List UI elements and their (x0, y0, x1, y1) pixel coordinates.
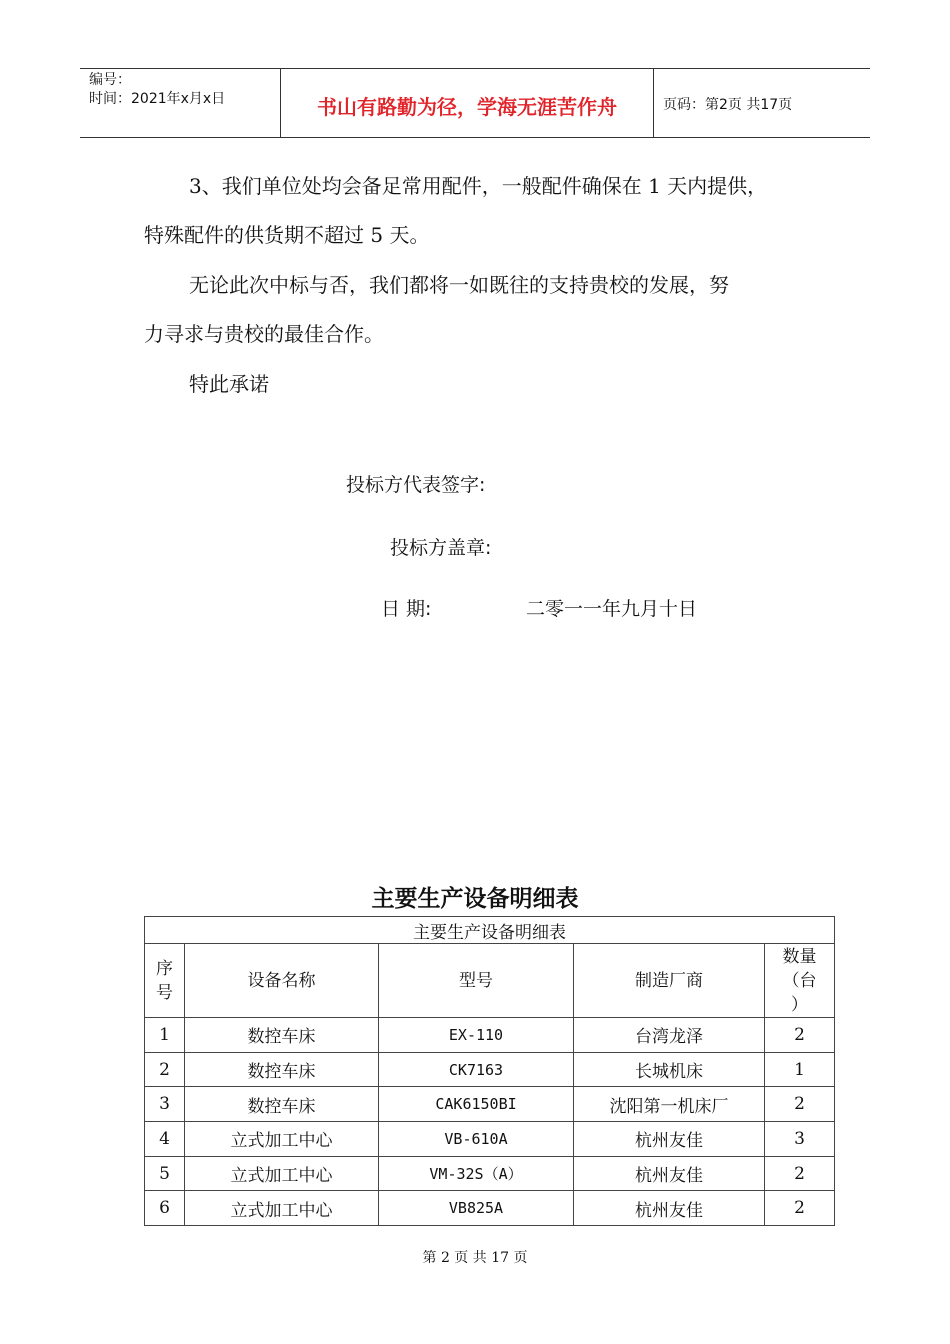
table-cell: 长城机床 (574, 1052, 765, 1087)
header-meta (80, 69, 281, 137)
header-motto: 书山有路勤为径，学海无涯苦作舟 (281, 69, 654, 137)
table-cell: 3 (145, 1087, 185, 1122)
column-header: 制造厂商 (574, 944, 765, 1018)
table-cell: 立式加工中心 (185, 1191, 379, 1226)
column-header: 数量 （台 ） (765, 944, 835, 1018)
equipment-title: 主要生产设备明细表 (371, 886, 579, 912)
table-caption: 主要生产设备明细表 (145, 917, 835, 944)
table-cell: 2 (765, 1018, 835, 1053)
table-cell: EX-110 (379, 1018, 574, 1053)
table-cell: 立式加工中心 (185, 1122, 379, 1157)
table-cell: 6 (145, 1191, 185, 1226)
table-row (145, 1087, 835, 1122)
table-cell: 数控车床 (185, 1087, 379, 1122)
table-caption-row (145, 917, 835, 944)
table-cell: 1 (765, 1052, 835, 1087)
table-cell: VB-610A (379, 1122, 574, 1157)
table-cell: 5 (145, 1156, 185, 1191)
equipment-table (144, 916, 835, 1226)
table-header-row (145, 944, 835, 1018)
representative-signature-label: 投标方代表签字: (346, 474, 486, 496)
table-cell: 2 (765, 1191, 835, 1226)
table-cell: VM-32S（A） (379, 1156, 574, 1191)
page-header (80, 68, 870, 138)
table-row (145, 1122, 835, 1157)
table-cell: 数控车床 (185, 1018, 379, 1053)
table-row (145, 1191, 835, 1226)
table-cell: VB825A (379, 1191, 574, 1226)
paragraph-1-line-2: 特殊配件的供货期不超过 5 天。 (144, 223, 430, 247)
table-row (145, 1018, 835, 1053)
table-cell: 2 (765, 1087, 835, 1122)
table-cell: 3 (765, 1122, 835, 1157)
table-row (145, 1052, 835, 1087)
table-cell: 台湾龙泽 (574, 1018, 765, 1053)
table-cell: 1 (145, 1018, 185, 1053)
table-cell: 2 (145, 1052, 185, 1087)
paragraph-1-line-1: 3、我们单位处均会备足常用配件，一般配件确保在 1 天内提供， (189, 174, 768, 198)
page-footer: 第 2 页 共 17 页 (422, 1250, 528, 1266)
table-cell: 沈阳第一机床厂 (574, 1087, 765, 1122)
header-page-info: 页码：第2页 共17页 (663, 97, 793, 113)
date-label: 时间：2021年x月x日 (89, 91, 226, 107)
table-cell: CK7163 (379, 1052, 574, 1087)
table-cell: 杭州友佳 (574, 1122, 765, 1157)
table-cell: 杭州友佳 (574, 1156, 765, 1191)
paragraph-2-line-2: 力寻求与贵校的最佳合作。 (144, 322, 384, 346)
table-cell: 4 (145, 1122, 185, 1157)
column-header: 设备名称 (185, 944, 379, 1018)
table-row (145, 1156, 835, 1191)
bidder-stamp-label: 投标方盖章: (390, 537, 492, 559)
signature-date-label: 日 期: (381, 598, 432, 620)
number-label: 编号： (89, 72, 131, 88)
table-cell: 数控车床 (185, 1052, 379, 1087)
table-cell: 杭州友佳 (574, 1191, 765, 1226)
signature-date-value: 二零一一年九月十日 (526, 598, 698, 620)
commitment-closing: 特此承诺 (189, 372, 269, 396)
table-cell: 立式加工中心 (185, 1156, 379, 1191)
paragraph-2-line-1: 无论此次中标与否，我们都将一如既往的支持贵校的发展，努 (189, 273, 729, 297)
column-header: 序 号 (145, 944, 185, 1018)
table-cell: 2 (765, 1156, 835, 1191)
table-cell: CAK6150BI (379, 1087, 574, 1122)
column-header: 型号 (379, 944, 574, 1018)
